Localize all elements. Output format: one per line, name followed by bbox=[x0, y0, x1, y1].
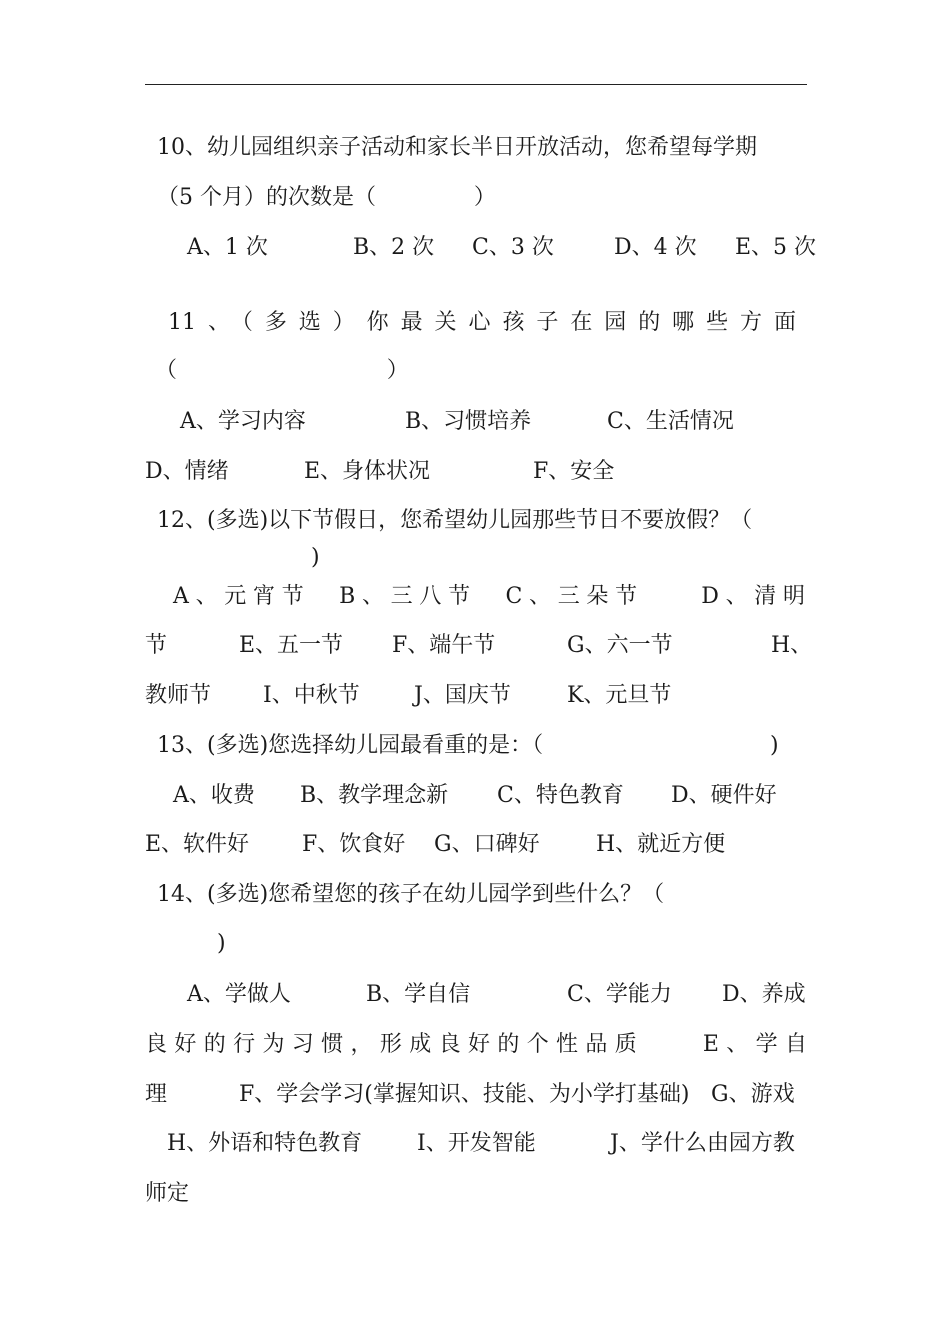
q12-line2: ) bbox=[311, 545, 320, 570]
q13-option-d: D、硬件好 bbox=[671, 783, 777, 808]
header-rule bbox=[145, 84, 807, 85]
q12-option-g: G、六一节 bbox=[567, 633, 673, 658]
q12-option-j: J、国庆节 bbox=[414, 683, 511, 708]
q14-option-i: I、开发智能 bbox=[417, 1131, 536, 1156]
q10-option-e: E、5 次 bbox=[735, 235, 817, 260]
q13-option-b: B、教学理念新 bbox=[300, 783, 449, 808]
q12-option-f: F、端午节 bbox=[392, 633, 496, 658]
q14-option-g: G、游戏 bbox=[711, 1082, 795, 1107]
q14-option-e-suffix: 理 bbox=[145, 1082, 168, 1107]
q14-options-line2: 良好的行为习惯，形成良好的个性品质 E、学自 bbox=[145, 1032, 807, 1057]
q12-line1: 12、(多选)以下节假日，您希望幼儿园那些节日不要放假？（ bbox=[157, 508, 753, 533]
q14-option-b: B、学自信 bbox=[366, 982, 471, 1007]
q10-line2: （5 个月）的次数是（ ） bbox=[157, 185, 496, 210]
q13-option-g: G、口碑好 bbox=[434, 832, 540, 857]
q11-option-b: B、习惯培养 bbox=[405, 409, 532, 434]
q10-option-b: B、2 次 bbox=[353, 235, 435, 260]
q12-option-k: K、元旦节 bbox=[567, 683, 672, 708]
q13-option-a: A、收费 bbox=[173, 783, 255, 808]
q11-option-e: E、身体状况 bbox=[304, 459, 431, 484]
q14-option-j: J、学什么由园方教 bbox=[610, 1131, 795, 1156]
q14-option-c: C、学能力 bbox=[567, 982, 672, 1007]
q13-option-h: H、就近方便 bbox=[596, 832, 726, 857]
q12-option-h-text: 教师节 bbox=[145, 683, 212, 708]
q11-option-f: F、安全 bbox=[533, 459, 615, 484]
q14-option-f: F、学会学习(掌握知识、技能、为小学打基础) bbox=[239, 1082, 690, 1107]
q11-option-a: A、学习内容 bbox=[180, 409, 306, 434]
q12-option-e: E、五一节 bbox=[239, 633, 344, 658]
q13-option-e: E、软件好 bbox=[145, 832, 250, 857]
q14-option-h: H、外语和特色教育 bbox=[167, 1131, 363, 1156]
q14-option-d-prefix: D、养成 bbox=[722, 982, 806, 1007]
q12-option-h-prefix: H、 bbox=[771, 633, 813, 658]
q10-option-c: C、3 次 bbox=[472, 235, 554, 260]
q12-option-part-1: 节 bbox=[145, 633, 168, 658]
q13-line1: 13、(多选)您选择幼儿园最看重的是：（ bbox=[157, 733, 544, 758]
q10-line1: 10、幼儿园组织亲子活动和家长半日开放活动，您希望每学期 bbox=[157, 135, 757, 160]
q14-line2: ) bbox=[217, 931, 226, 956]
q11-line1: 11、（多选）你最关心孩子在园的哪些方面 bbox=[168, 310, 796, 335]
q14-line1: 14、(多选)您希望您的孩子在幼儿园学到些什么？（ bbox=[157, 882, 665, 907]
q13-option-c: C、特色教育 bbox=[497, 783, 624, 808]
q13-line1-close: ) bbox=[770, 733, 779, 758]
q14-option-a: A、学做人 bbox=[187, 982, 291, 1007]
q10-option-d: D、4 次 bbox=[614, 235, 697, 260]
q12-options-line1: A、元宵节 B、三八节 C、三朵节 D、清明 bbox=[173, 584, 805, 609]
q11-option-c: C、生活情况 bbox=[607, 409, 734, 434]
q10-option-a: A、1 次 bbox=[187, 235, 268, 260]
q11-option-d: D、情绪 bbox=[145, 459, 229, 484]
q12-option-i: I、中秋节 bbox=[263, 683, 360, 708]
q14-option-j-suffix: 师定 bbox=[145, 1181, 190, 1206]
q11-line2: （ ） bbox=[155, 358, 409, 383]
q13-option-f: F、饮食好 bbox=[302, 832, 406, 857]
